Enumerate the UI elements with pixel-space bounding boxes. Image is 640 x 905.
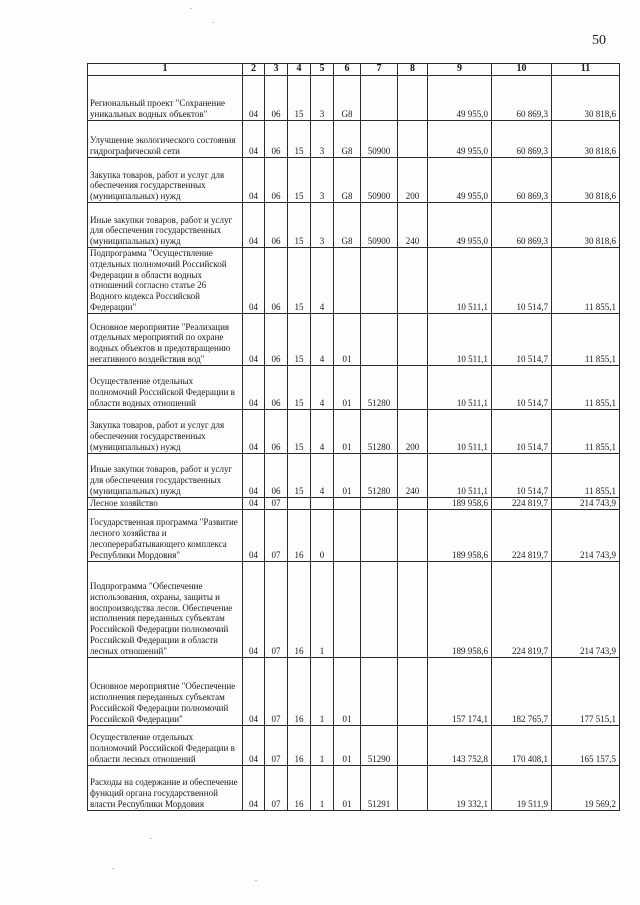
row-amount-cell: 11 855,1 xyxy=(552,409,620,453)
column-header: 5 xyxy=(311,64,334,76)
row-code-cell xyxy=(398,497,428,509)
page-number: 50 xyxy=(592,33,606,48)
row-amount-cell: 165 157,5 xyxy=(552,725,620,765)
column-header: 1 xyxy=(88,64,243,76)
row-code-cell: 3 xyxy=(311,76,334,121)
row-code-cell: 51280 xyxy=(361,365,398,409)
row-code-cell xyxy=(361,248,398,314)
row-name-cell: Осуществление отдельных полномочий Российской Федерации в области водных отношений xyxy=(88,365,243,409)
row-code-cell: 0 xyxy=(311,509,334,561)
row-code-cell: 04 xyxy=(243,409,265,453)
row-name-cell: Основное мероприятие "Обеспечение исполнения переданных субъектам Российской Федерации полномочий Российской Федерации" xyxy=(88,657,243,725)
row-amount-cell: 10 511,1 xyxy=(428,365,492,409)
row-code-cell: 1 xyxy=(311,657,334,725)
row-code-cell: 15 xyxy=(288,121,311,158)
column-header: 3 xyxy=(265,64,288,76)
row-code-cell: 06 xyxy=(265,121,288,158)
row-amount-cell: 10 514,7 xyxy=(492,313,552,365)
table-row xyxy=(88,453,620,497)
row-code-cell: 06 xyxy=(265,203,288,248)
row-code-cell xyxy=(398,365,428,409)
row-amount-cell: 10 514,7 xyxy=(492,365,552,409)
row-code-cell: 16 xyxy=(288,657,311,725)
row-code-cell xyxy=(398,313,428,365)
row-code-cell: 240 xyxy=(398,453,428,497)
row-code-cell xyxy=(398,248,428,314)
row-code-cell: 4 xyxy=(311,248,334,314)
table-row xyxy=(88,409,620,453)
row-code-cell: 04 xyxy=(243,158,265,203)
row-code-cell: 15 xyxy=(288,453,311,497)
row-amount-cell: 19 569,2 xyxy=(552,765,620,810)
table-row xyxy=(88,509,620,561)
row-amount-cell: 60 869,3 xyxy=(492,76,552,121)
row-name-cell: Основное мероприятие "Реализация отдельных мероприятий по охране водных объектов и предотвращению негативного воздействия вод" xyxy=(88,313,243,365)
row-code-cell xyxy=(311,497,334,509)
row-name-cell: Подпрограмма "Осуществление отдельных полномочий Российской Федерации в области водных отношений согласно статье 26 Водного кодекса Российской Федерации" xyxy=(88,248,243,314)
row-code-cell: 1 xyxy=(311,561,334,657)
row-code-cell: 06 xyxy=(265,248,288,314)
row-code-cell: 15 xyxy=(288,313,311,365)
row-amount-cell: 189 958,6 xyxy=(428,497,492,509)
row-code-cell: 15 xyxy=(288,203,311,248)
row-amount-cell: 189 958,6 xyxy=(428,509,492,561)
row-code-cell: 1 xyxy=(311,725,334,765)
row-code-cell xyxy=(398,509,428,561)
table-row xyxy=(88,561,620,657)
row-code-cell: 06 xyxy=(265,313,288,365)
row-amount-cell: 30 818,6 xyxy=(552,121,620,158)
row-code-cell xyxy=(361,497,398,509)
row-amount-cell: 60 869,3 xyxy=(492,203,552,248)
row-amount-cell: 49 955,0 xyxy=(428,203,492,248)
row-code-cell: 04 xyxy=(243,203,265,248)
row-name-cell: Закупка товаров, работ и услуг для обеспечения государственных (муниципальных) нужд xyxy=(88,409,243,453)
column-header: 2 xyxy=(243,64,265,76)
table-row xyxy=(88,725,620,765)
row-code-cell: 51280 xyxy=(361,409,398,453)
row-code-cell: 16 xyxy=(288,765,311,810)
row-code-cell: 50900 xyxy=(361,158,398,203)
row-code-cell: 51290 xyxy=(361,725,398,765)
row-name-cell: Иные закупки товаров, работ и услуг для обеспечения государственных (муниципальных) нужд xyxy=(88,453,243,497)
row-code-cell: 06 xyxy=(265,76,288,121)
row-code-cell: 04 xyxy=(243,313,265,365)
column-header: 11 xyxy=(552,64,620,76)
row-amount-cell: 214 743,9 xyxy=(552,509,620,561)
row-code-cell: 50900 xyxy=(361,121,398,158)
row-amount-cell: 11 855,1 xyxy=(552,365,620,409)
row-code-cell: 01 xyxy=(334,657,361,725)
row-code-cell xyxy=(334,509,361,561)
row-code-cell: 200 xyxy=(398,409,428,453)
row-code-cell: 04 xyxy=(243,453,265,497)
row-code-cell: 01 xyxy=(334,409,361,453)
row-code-cell: 51291 xyxy=(361,765,398,810)
row-name-cell: Осуществление отдельных полномочий Российской Федерации в области лесных отношений xyxy=(88,725,243,765)
row-code-cell: 01 xyxy=(334,725,361,765)
row-amount-cell: 19 332,1 xyxy=(428,765,492,810)
row-code-cell xyxy=(398,561,428,657)
row-amount-cell: 224 819,7 xyxy=(492,509,552,561)
table-row xyxy=(88,765,620,810)
row-name-cell: Расходы на содержание и обеспечение функций органа государственной власти Республики Мордовия xyxy=(88,765,243,810)
row-amount-cell: 214 743,9 xyxy=(552,561,620,657)
row-amount-cell: 224 819,7 xyxy=(492,497,552,509)
table-row xyxy=(88,76,620,121)
row-code-cell: 01 xyxy=(334,365,361,409)
row-amount-cell: 11 855,1 xyxy=(552,248,620,314)
row-code-cell xyxy=(334,561,361,657)
table-row xyxy=(88,657,620,725)
column-header: 10 xyxy=(492,64,552,76)
row-code-cell: 07 xyxy=(265,497,288,509)
row-name-cell: Региональный проект "Сохранение уникальных водных объектов" xyxy=(88,76,243,121)
row-code-cell: 4 xyxy=(311,409,334,453)
row-amount-cell: 30 818,6 xyxy=(552,203,620,248)
row-code-cell xyxy=(398,121,428,158)
row-amount-cell: 10 511,1 xyxy=(428,409,492,453)
table-header-row xyxy=(88,64,620,76)
row-code-cell xyxy=(361,657,398,725)
row-code-cell: 16 xyxy=(288,725,311,765)
row-code-cell: 4 xyxy=(311,313,334,365)
row-code-cell: G8 xyxy=(334,203,361,248)
column-header: 7 xyxy=(361,64,398,76)
column-header: 8 xyxy=(398,64,428,76)
row-name-cell: Государственная программа "Развитие лесного хозяйства и лесоперерабатывающего комплекса Республики Мордовия" xyxy=(88,509,243,561)
row-code-cell: 04 xyxy=(243,765,265,810)
row-code-cell: 06 xyxy=(265,453,288,497)
row-amount-cell: 49 955,0 xyxy=(428,158,492,203)
row-code-cell: G8 xyxy=(334,158,361,203)
table-row xyxy=(88,248,620,314)
row-code-cell xyxy=(398,76,428,121)
row-amount-cell: 177 515,1 xyxy=(552,657,620,725)
row-amount-cell: 10 511,1 xyxy=(428,248,492,314)
row-code-cell: 16 xyxy=(288,561,311,657)
row-code-cell: 04 xyxy=(243,509,265,561)
row-amount-cell: 10 511,1 xyxy=(428,453,492,497)
row-name-cell: Закупка товаров, работ и услуг для обеспечения государственных (муниципальных) нужд xyxy=(88,158,243,203)
row-code-cell: 15 xyxy=(288,76,311,121)
row-code-cell: 01 xyxy=(334,453,361,497)
row-code-cell: 04 xyxy=(243,657,265,725)
row-amount-cell: 10 514,7 xyxy=(492,248,552,314)
row-code-cell: 07 xyxy=(265,765,288,810)
row-amount-cell: 157 174,1 xyxy=(428,657,492,725)
row-amount-cell: 11 855,1 xyxy=(552,453,620,497)
row-code-cell: 16 xyxy=(288,509,311,561)
column-header: 4 xyxy=(288,64,311,76)
row-code-cell: 3 xyxy=(311,121,334,158)
row-code-cell: 240 xyxy=(398,203,428,248)
row-amount-cell: 10 511,1 xyxy=(428,313,492,365)
row-code-cell xyxy=(361,76,398,121)
row-amount-cell: 182 765,7 xyxy=(492,657,552,725)
row-code-cell: 04 xyxy=(243,76,265,121)
row-amount-cell: 214 743,9 xyxy=(552,497,620,509)
row-amount-cell: 60 869,3 xyxy=(492,158,552,203)
table-row xyxy=(88,365,620,409)
row-code-cell: 06 xyxy=(265,365,288,409)
table-row xyxy=(88,158,620,203)
row-code-cell: 06 xyxy=(265,409,288,453)
row-code-cell: 3 xyxy=(311,203,334,248)
row-code-cell xyxy=(361,313,398,365)
row-code-cell: 1 xyxy=(311,765,334,810)
row-amount-cell: 10 514,7 xyxy=(492,453,552,497)
row-amount-cell: 224 819,7 xyxy=(492,561,552,657)
row-code-cell xyxy=(334,248,361,314)
row-code-cell: G8 xyxy=(334,76,361,121)
row-amount-cell: 30 818,6 xyxy=(552,158,620,203)
row-code-cell: 07 xyxy=(265,657,288,725)
row-code-cell: G8 xyxy=(334,121,361,158)
budget-table xyxy=(87,63,620,811)
row-code-cell: 04 xyxy=(243,561,265,657)
row-amount-cell: 11 855,1 xyxy=(552,313,620,365)
row-code-cell: 4 xyxy=(311,365,334,409)
row-code-cell: 04 xyxy=(243,121,265,158)
row-amount-cell: 49 955,0 xyxy=(428,76,492,121)
row-amount-cell: 49 955,0 xyxy=(428,121,492,158)
row-code-cell: 01 xyxy=(334,313,361,365)
table-row xyxy=(88,313,620,365)
row-name-cell: Улучшение экологического состояния гидрографической сети xyxy=(88,121,243,158)
row-amount-cell: 19 511,9 xyxy=(492,765,552,810)
row-amount-cell: 143 752,8 xyxy=(428,725,492,765)
row-code-cell xyxy=(288,497,311,509)
row-amount-cell: 170 408,1 xyxy=(492,725,552,765)
row-code-cell: 51280 xyxy=(361,453,398,497)
column-header: 9 xyxy=(428,64,492,76)
row-amount-cell: 10 514,7 xyxy=(492,409,552,453)
row-code-cell: 06 xyxy=(265,158,288,203)
row-code-cell xyxy=(398,765,428,810)
table-row xyxy=(88,497,620,509)
row-code-cell: 15 xyxy=(288,158,311,203)
row-code-cell xyxy=(398,725,428,765)
row-name-cell: Иные закупки товаров, работ и услуг для обеспечения государственных (муниципальных) нужд xyxy=(88,203,243,248)
row-code-cell: 07 xyxy=(265,561,288,657)
row-code-cell: 07 xyxy=(265,725,288,765)
row-code-cell xyxy=(361,509,398,561)
row-code-cell: 04 xyxy=(243,248,265,314)
row-code-cell xyxy=(334,497,361,509)
row-code-cell: 3 xyxy=(311,158,334,203)
row-name-cell: Подпрограмма "Обеспечение использования, охраны, защиты и воспроизводства лесов. Обеспечение исполнения переданных субъектам Российской Федерации полномочий Российской Федерации в области лесных отношений" xyxy=(88,561,243,657)
row-amount-cell: 189 958,6 xyxy=(428,561,492,657)
row-code-cell: 4 xyxy=(311,453,334,497)
row-code-cell: 15 xyxy=(288,365,311,409)
row-amount-cell: 30 818,6 xyxy=(552,76,620,121)
row-code-cell: 15 xyxy=(288,409,311,453)
row-code-cell: 04 xyxy=(243,365,265,409)
row-code-cell: 07 xyxy=(265,509,288,561)
row-code-cell: 50900 xyxy=(361,203,398,248)
column-header: 6 xyxy=(334,64,361,76)
row-amount-cell: 60 869,3 xyxy=(492,121,552,158)
table-row xyxy=(88,203,620,248)
row-code-cell: 15 xyxy=(288,248,311,314)
row-code-cell: 200 xyxy=(398,158,428,203)
row-name-cell: Лесное хозяйство xyxy=(88,497,243,509)
row-code-cell xyxy=(398,657,428,725)
row-code-cell: 04 xyxy=(243,725,265,765)
row-code-cell: 01 xyxy=(334,765,361,810)
table-row xyxy=(88,121,620,158)
row-code-cell xyxy=(361,561,398,657)
row-code-cell: 04 xyxy=(243,497,265,509)
